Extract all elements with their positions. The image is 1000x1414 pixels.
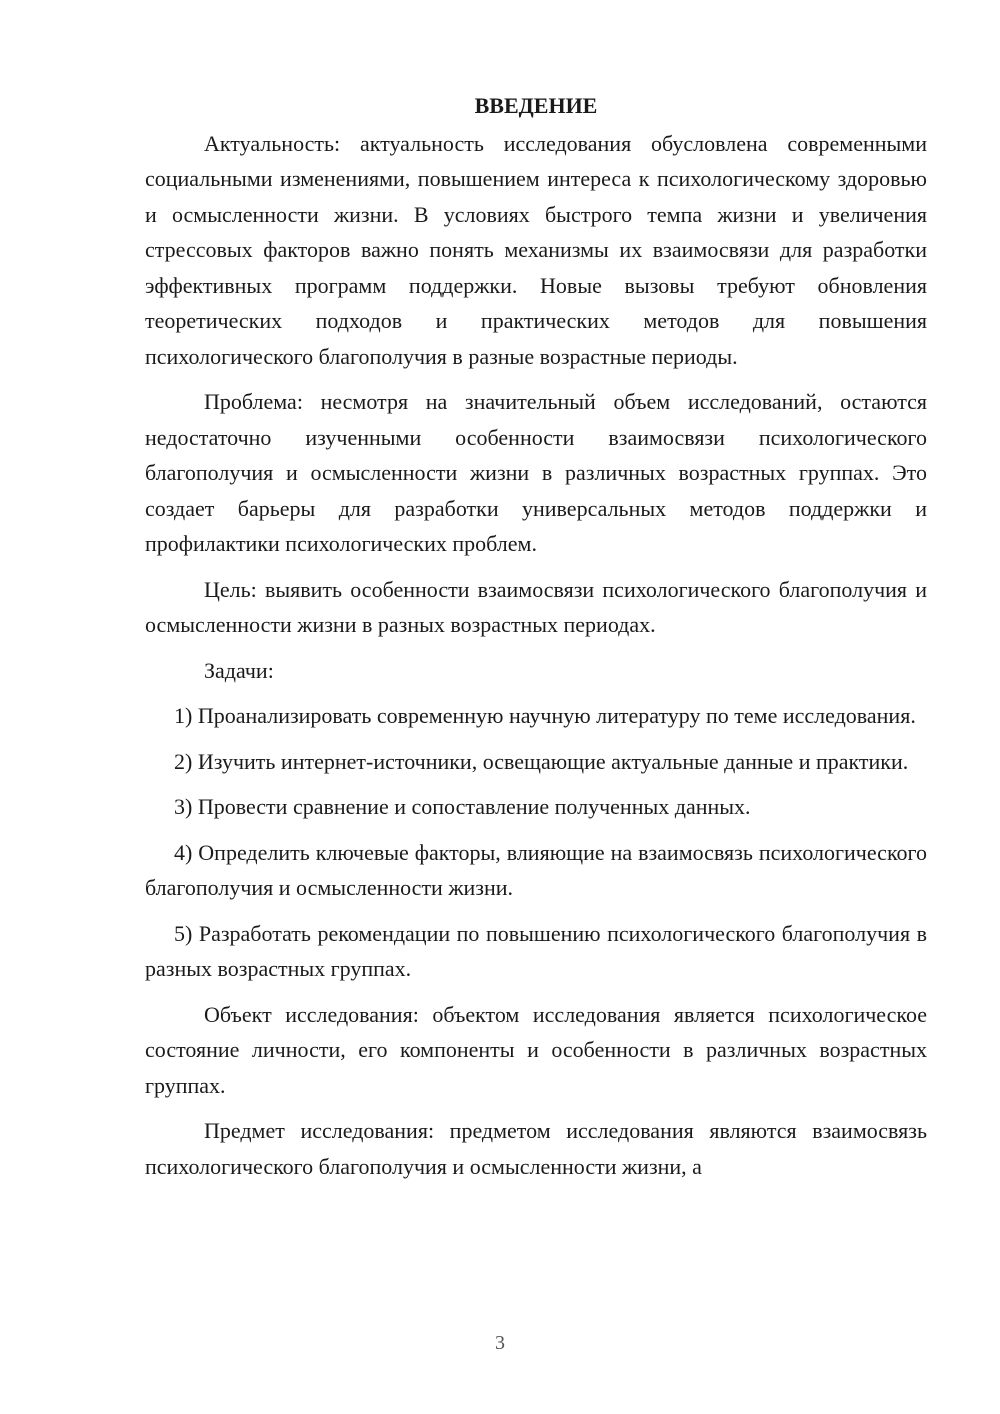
paragraph-relevance: Актуальность: актуальность исследования обусловлена современными социальными изменениями, повышением интереса к психологическому здоровью и осмысленности жизни. В условиях быстрого темпа жизни и увеличения стрессовых факторов важно понять механизмы их взаимосвязи для разработки эффективных программ поддержки. Новые вызовы требуют обновления теоретических подходов и практических методов для повышения психологического благополучия в разные возрастные периоды. [145, 130, 927, 369]
paragraph-goal: Цель: выявить особенности взаимосвязи психологического благополучия и осмысленности жизни в разных возрастных периодах. [145, 576, 927, 637]
task-item-5: 5) Разработать рекомендации по повышению психологического благополучия в разных возрастных группах. [145, 920, 927, 981]
section-title: ВВЕДЕНИЕ [474, 93, 598, 118]
paragraph-object: Объект исследования: объектом исследования является психологическое состояние личности, его компоненты и особенности в различных возрастных группах. [145, 1001, 927, 1098]
task-item-1: 1) Проанализировать современную научную литературу по теме исследования. [174, 703, 916, 728]
paragraph-subject: Предмет исследования: предметом исследования являются взаимосвязь психологического благополучия и осмысленности жизни, а [145, 1118, 927, 1179]
task-item-4: 4) Определить ключевые факторы, влияющие на взаимосвязь психологического благополучия и осмысленности жизни. [145, 839, 927, 900]
paragraph-tasks-heading: Задачи: [204, 657, 274, 683]
document-page [145, 88, 927, 1194]
task-item-3: 3) Провести сравнение и сопоставление полученных данных. [174, 794, 751, 819]
task-item-2: 2) Изучить интернет-источники, освещающие актуальные данные и практики. [174, 748, 909, 774]
paragraph-problem: Проблема: несмотря на значительный объем исследований, остаются недостаточно изученными особенности взаимосвязи психологического благополучия и осмысленности жизни в различных возрастных группах. Это создает барьеры для разработки универсальных методов поддержки и профилактики психологических проблем. [145, 389, 927, 556]
page-number: 3 [495, 1332, 505, 1354]
